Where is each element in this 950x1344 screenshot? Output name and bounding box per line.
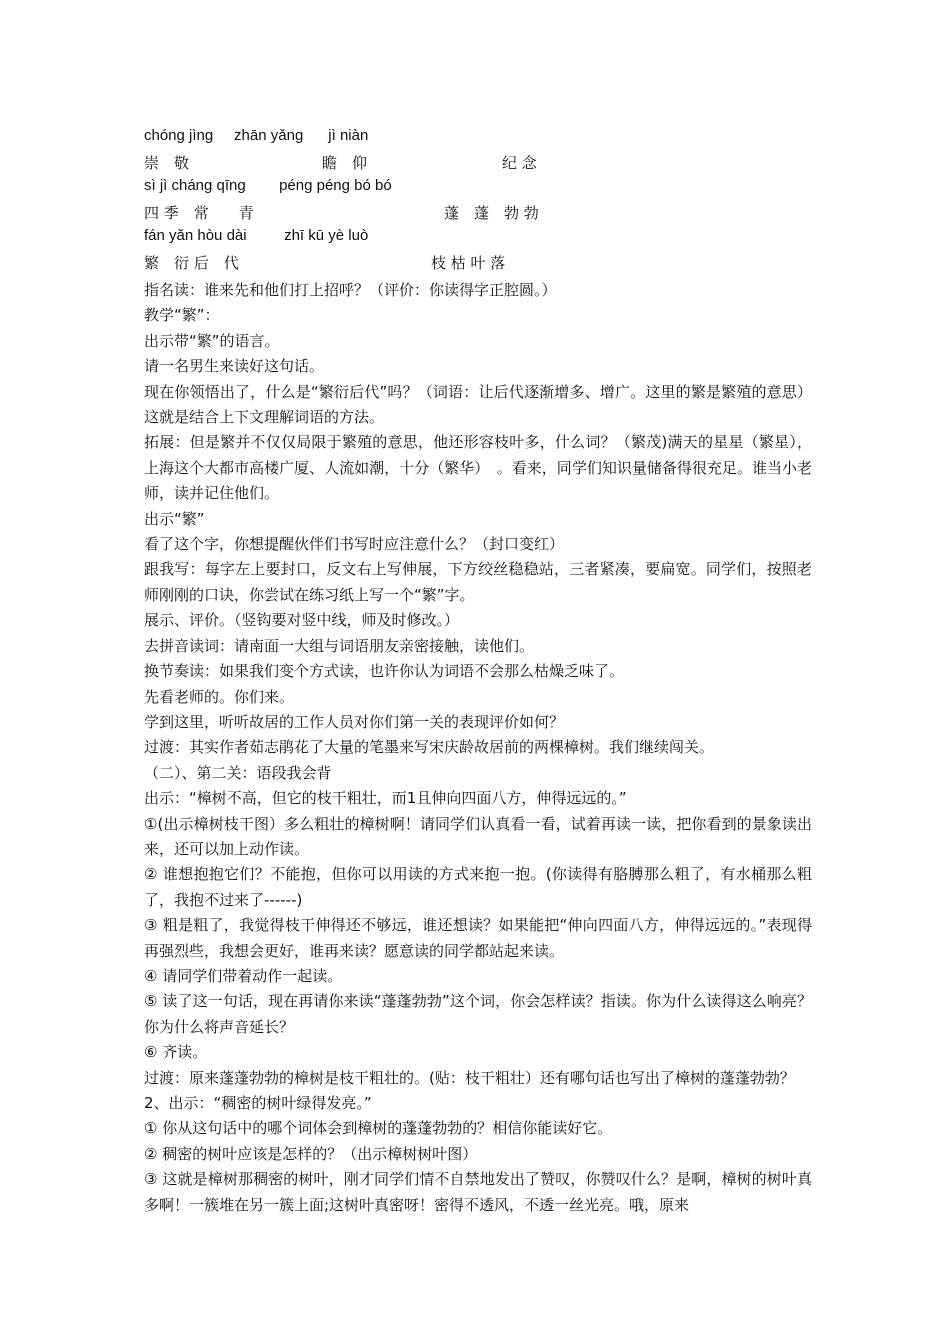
paragraph: 教学“繁”： — [144, 306, 220, 325]
pinyin-line: chóng jìng zhān yǎng jì niàn — [144, 127, 369, 144]
paragraph: 换节奏读：如果我们变个方式读，也许你认为词语不会那么枯燥乏味了。 — [144, 662, 625, 681]
paragraph: ② 稠密的树叶应该是怎样的？（出示樟树树叶图） — [144, 1144, 478, 1163]
paragraph: 现在你领悟出了，什么是“繁衍后代”吗？（词语：让后代逐渐增多、增广。这里的繁是繁殖的意思）这就是结合上下文理解词语的方法。 — [144, 382, 812, 427]
vocab-word: 蓬 蓬 勃 勃 — [444, 204, 539, 222]
pinyin-line: sì jì cháng qīng péng péng bó bó — [144, 177, 392, 194]
vocab-word: 繁 衍 后 代 — [144, 254, 239, 272]
pinyin-line: fán yǎn hòu dài zhī kū yè luò — [144, 227, 369, 244]
paragraph: 过渡：原来蓬蓬勃勃的樟树是枝干粗壮的。(贴：枝干粗壮）还有哪句话也写出了樟树的蓬蓬勃勃？ — [144, 1068, 795, 1087]
paragraph: 展示、评价。（竖钩要对竖中线，师及时修改。） — [144, 611, 460, 630]
vocab-word: 纪 念 — [502, 154, 537, 172]
paragraph: 先看老师的。你们来。 — [144, 687, 295, 706]
paragraph: ⑤ 读了这一句话，现在再请你来读“蓬蓬勃勃”这个词，你会怎样读？指读。你为什么读得这么响亮？你为什么将声音延长？ — [144, 992, 812, 1036]
paragraph: 出示“繁” — [144, 509, 205, 528]
paragraph: ② 谁想抱抱它们？不能抱，但你可以用读的方式来抱一抱。(你读得有胳膊那么粗了，有水桶那么粗了，我抱不过来了------) — [144, 865, 812, 909]
paragraph: 拓展：但是繁并不仅仅局限于繁殖的意思，他还形容枝叶多，什么词？（繁茂)满天的星星（繁星），上海这个大都市高楼广厦、人流如潮，十分（繁华） 。看来，同学们知识量储备得很充足。谁当小老师，读并记住他们。 — [144, 433, 812, 503]
vocab-word: 枝 枯 叶 落 — [431, 254, 506, 272]
paragraph: ① 你从这句话中的哪个词体会到樟树的蓬蓬勃勃的？相信你能读好它。 — [144, 1119, 613, 1138]
paragraph: 过渡：其实作者茹志鹃花了大量的笔墨来写宋庆龄故居前的两棵樟树。我们继续闯关。 — [144, 738, 715, 757]
vocab-word: 崇 敬 — [144, 154, 190, 172]
paragraph: 请一名男生来读好这句话。 — [144, 357, 325, 376]
vocab-word: 瞻 仰 — [322, 154, 368, 172]
paragraph: 2、出示：“稠密的树叶绿得发亮。” — [144, 1094, 372, 1112]
section-heading: （二）、第二关：语段我会背 — [144, 763, 332, 782]
paragraph: 去拼音读词：请南面一大组与词语朋友亲密接触，读他们。 — [144, 636, 535, 655]
paragraph: ⑥ 齐读。 — [144, 1043, 208, 1062]
paragraph: ④ 请同学们带着动作一起读。 — [144, 966, 343, 985]
paragraph: 看了这个字，你想提醒伙伴们书写时应注意什么？（封口变红） — [144, 535, 565, 554]
vocab-word: 四 季 常 青 — [144, 204, 254, 222]
paragraph: 出示带“繁”的语言。 — [144, 331, 280, 350]
paragraph: 指名读：谁来先和他们打上招呼？（评价：你读得字正腔圆。） — [144, 281, 557, 299]
paragraph: 跟我写：每字左上要封口，反文右上写伸展，下方绞丝稳稳站，三者紧凑，要扁宽。同学们，按照老师刚刚的口诀，你尝试在练习纸上写一个“繁”字。 — [144, 560, 812, 604]
paragraph: ①(出示樟树枝干图）多么粗壮的樟树啊！请同学们认真看一看，试着再读一读，把你看到的景象读出来，还可以加上动作读。 — [144, 814, 812, 858]
paragraph: ③ 粗是粗了，我觉得枝干伸得还不够远，谁还想读？如果能把“伸向四面八方，伸得远远的。”表现得再强烈些，我想会更好，谁再来读？愿意读的同学都站起来读。 — [144, 916, 812, 960]
lesson-body — [144, 278, 812, 1218]
paragraph: 出示：“樟树不高，但它的枝干粗壮，而1且伸向四面八方，伸得远远的。” — [144, 789, 627, 808]
paragraph: 学到这里，听听故居的工作人员对你们第一关的表现评价如何？ — [144, 712, 565, 731]
paragraph: ③ 这就是樟树那稠密的树叶，刚才同学们情不自禁地发出了赞叹，你赞叹什么？是啊，樟树的树叶真多啊！一簇堆在另一簇上面;这树叶真密呀！密得不透风，不透一丝光亮。哦，原来 — [144, 1170, 812, 1214]
